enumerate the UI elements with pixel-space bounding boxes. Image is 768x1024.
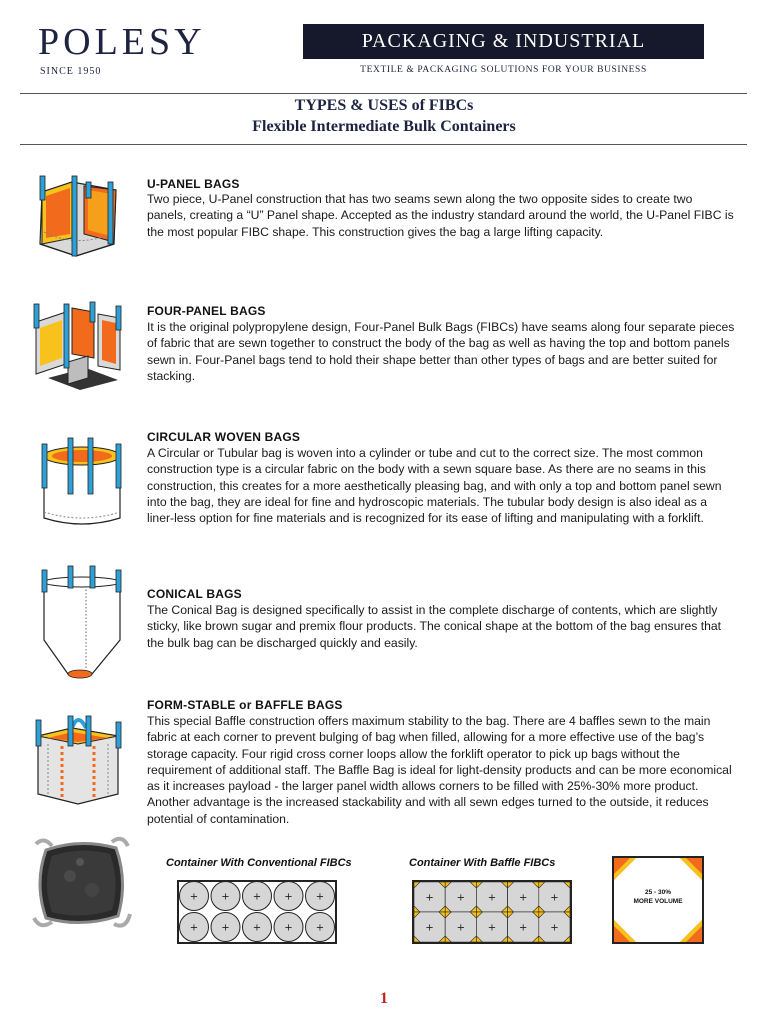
four-panel-bag-icon: [28, 298, 128, 392]
section-heading: CIRCULAR WOVEN BAGS: [147, 430, 301, 444]
baffle-bag-cell: [414, 912, 445, 942]
baffle-caption: Container With Baffle FIBCs: [409, 857, 556, 869]
svg-text:+: +: [550, 892, 559, 904]
svg-text:+: +: [425, 892, 434, 904]
circular-bag-icon: [28, 434, 128, 530]
svg-text:+: +: [519, 922, 528, 934]
bag-center-mark: +: [284, 922, 293, 934]
brand-logo: POLESY: [38, 21, 206, 63]
baffle-bag-cell: [445, 882, 476, 912]
section-text: It is the original polypropylene design, Four-Panel Bulk Bags (FIBCs) have seams along four separate pieces of fabric that are sewn together to construct the body of the bag as well as having the top and bottom panels sewn in. Four-Panel bags tend to hold their shape better than other types of bags and are better suited for stacking.: [147, 320, 735, 383]
section-text: This special Baffle construction offers maximum stability to the bag. There are 4 baffles sewn to the main fabric at each corner to prevent bulging of bag when filled, allowing for a more effective use of the bag’s storage capacity. Four rigid cross corner loops allow the forklift operator to pick up bags without the requirement of additional staff. The Baffle Bag is ideal for light-density products and can be more economical as it increases payload - the larger panel width allows corners to be filled with 25%-30% more product. Another advantage is the increased stackability and with all sewn edges turned to the outside, it reduces potential of contamination.: [147, 714, 732, 826]
baffle-bag-cell: [508, 912, 539, 942]
section-heading: FORM-STABLE or BAFFLE BAGS: [147, 698, 343, 712]
baffle-bag-cell: [445, 912, 476, 942]
baffle-bag-cell: [539, 912, 570, 942]
svg-text:+: +: [425, 922, 434, 934]
svg-text:+: +: [519, 892, 528, 904]
bag-center-mark: +: [221, 922, 230, 934]
conventional-container-diagram: [177, 880, 337, 944]
bag-center-mark: +: [189, 922, 199, 934]
section-text: The Conical Bag is designed specifically to assist in the complete discharge of contents, which are slightly sticky, like brown sugar and premix flour products. The conical shape at the bottom of the bag ensures that the bulk bag can be discharged quickly and easily.: [147, 603, 722, 650]
baffle-bag-icon: [28, 710, 128, 808]
since-label: SINCE 1950: [40, 66, 102, 77]
baffle-bag-cell: [476, 912, 507, 942]
svg-text:+: +: [550, 922, 559, 934]
conical-bag-icon: [28, 564, 128, 682]
svg-text:+: +: [487, 922, 497, 934]
section-text: Two piece, U-Panel construction that has two seams sewn along the two opposite sides to create two panels, creating a “U” Panel shape. Accepted as the industry standard around the world, the U-Panel FIBC is the most popular FIBC shape. This construction gives the bag a large lifting capacity.: [147, 192, 734, 239]
conventional-caption: Container With Conventional FIBCs: [166, 857, 352, 869]
bag-center-mark: +: [252, 922, 262, 934]
baffle-bag-cell: [508, 882, 539, 912]
baffle-bag-cell: [476, 882, 507, 912]
tagline: TEXTILE & PACKAGING SOLUTIONS FOR YOUR BUSINESS: [360, 65, 647, 75]
filled-bag-top-view-image: [30, 832, 134, 932]
bag-center-mark: +: [315, 891, 325, 903]
baffle-bag-cell: [539, 882, 570, 912]
baffle-container-diagram: [412, 880, 572, 944]
bag-center-mark: +: [189, 891, 199, 903]
baffle-bag-cell: [414, 882, 445, 912]
u-panel-bag-icon: [28, 172, 128, 264]
svg-text:+: +: [456, 892, 465, 904]
bag-center-mark: +: [221, 891, 230, 903]
section-heading: FOUR-PANEL BAGS: [147, 304, 266, 318]
section-heading: CONICAL BAGS: [147, 587, 242, 601]
svg-text:+: +: [487, 892, 497, 904]
doc-subtitle: Flexible Intermediate Bulk Containers: [252, 118, 516, 135]
bag-center-mark: +: [252, 891, 262, 903]
volume-percent: 25 - 30%: [644, 889, 672, 896]
bag-center-mark: +: [284, 891, 293, 903]
volume-label: MORE VOLUME: [633, 898, 683, 905]
bag-center-mark: +: [315, 922, 325, 934]
doc-title: TYPES & USES of FIBCs: [294, 97, 474, 114]
section-text: A Circular or Tubular bag is woven into a cylinder or tube and cut to the correct size. The most common construction type is a circular fabric on the body with a sewn square base. As there are no seams in this construction, this creates for a more aesthetically pleasing bag, and with only a top and bottom panel sewn into the bag, they are ideal for fine and hydroscopic materials. The tubular body design is also ideal as a liner-less option for fine materials and is recognized for its ease of lifting and manipulating with a forklift.: [147, 446, 722, 526]
division-banner: PACKAGING & INDUSTRIAL: [303, 24, 704, 59]
section-heading: U-PANEL BAGS: [147, 177, 240, 191]
title-rule: [20, 144, 747, 145]
svg-text:+: +: [456, 922, 465, 934]
page-number: 1: [380, 990, 388, 1007]
header-rule: [20, 93, 747, 94]
more-volume-box: [612, 856, 704, 944]
